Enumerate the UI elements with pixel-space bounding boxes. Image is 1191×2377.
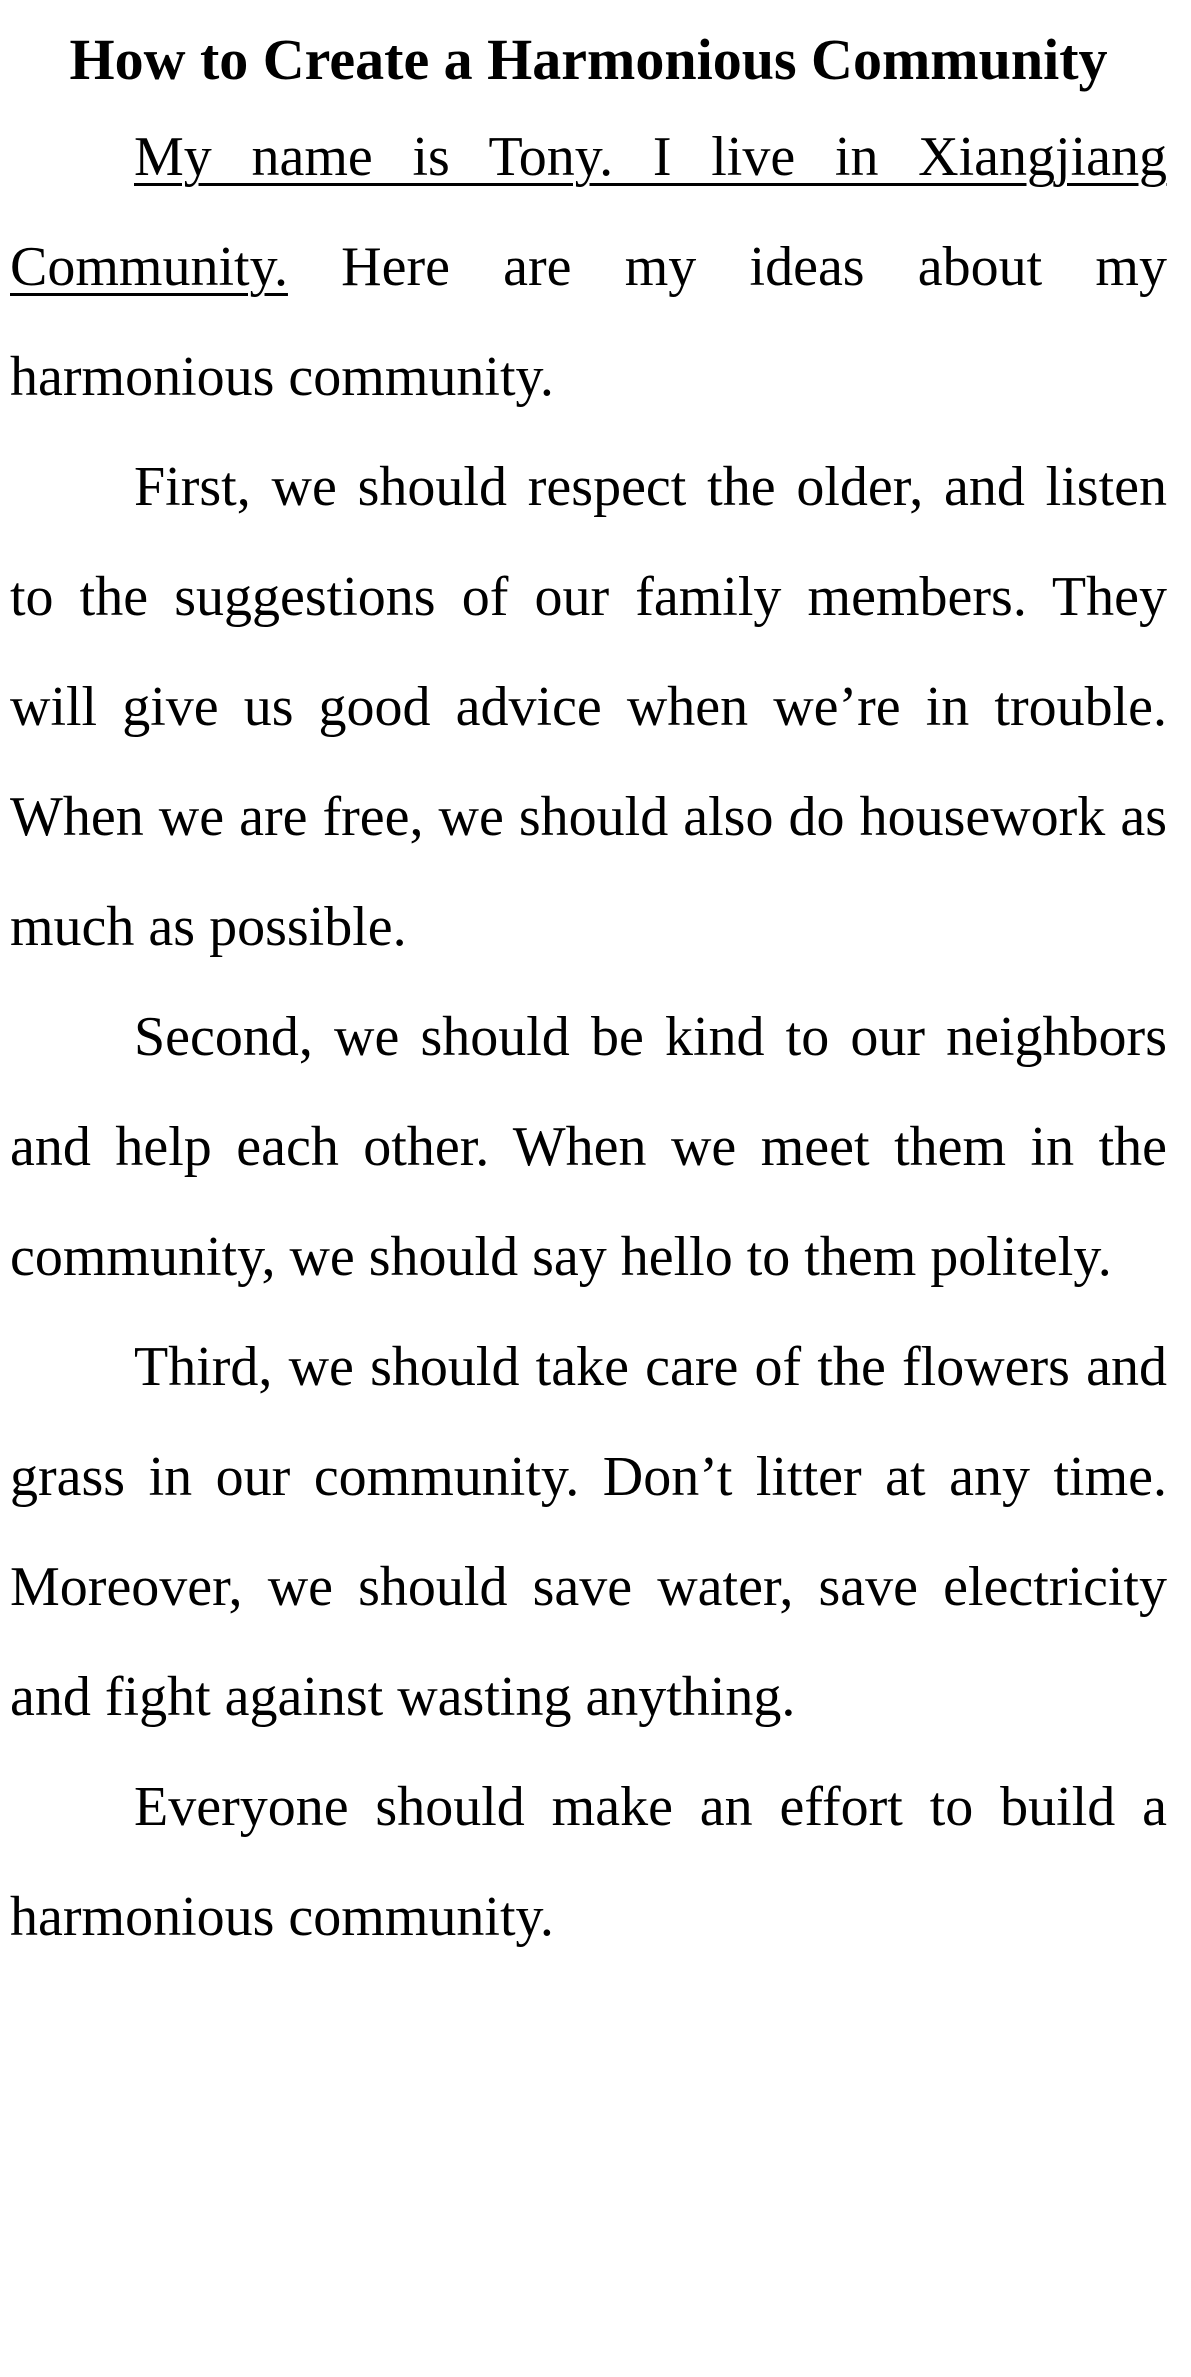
document-page — [10, 18, 1167, 1972]
intro-underlined-text: My name is Tony. I live in Xiangjiang Community. — [10, 126, 1167, 298]
intro-rest-text: Here are my ideas about my harmonious community. — [10, 236, 1167, 408]
paragraph-first: First, we should respect the older, and listen to the suggestions of our family members. They will give us good advice when we’re in trouble. When we are free, we should also do housework as much as possible. — [10, 456, 1167, 958]
paragraph-second: Second, we should be kind to our neighbors and help each other. When we meet them in the community, we should say hello to them politely. — [10, 1006, 1167, 1288]
paragraph-conclusion: Everyone should make an effort to build a harmonious community. — [10, 1776, 1167, 1948]
paragraph-third: Third, we should take care of the flowers and grass in our community. Don’t litter at any time. Moreover, we should save water, save electricity and fight against wasting anything. — [10, 1336, 1167, 1728]
document-title: How to Create a Harmonious Community — [69, 27, 1108, 92]
intro-paragraph — [10, 102, 1167, 432]
